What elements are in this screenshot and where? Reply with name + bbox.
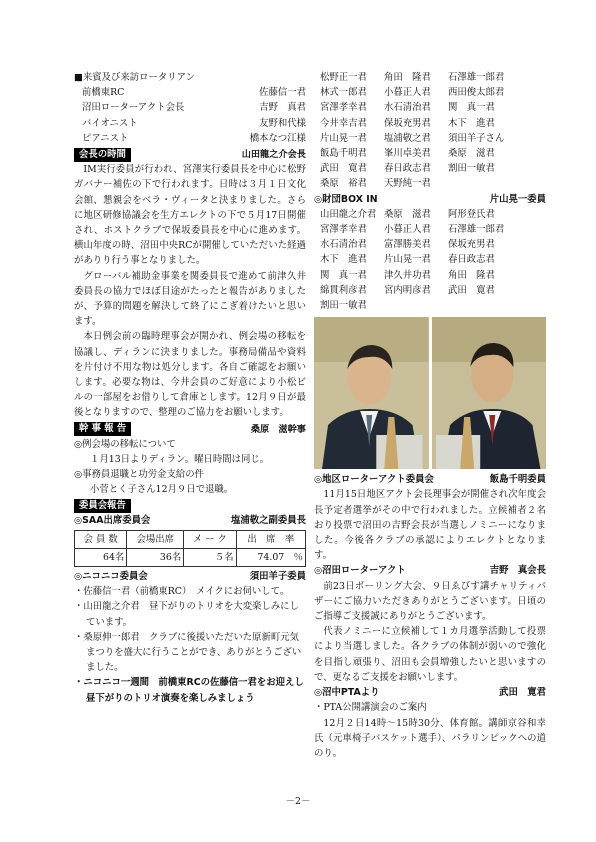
visitor-affiliation: バイオニスト — [82, 117, 138, 129]
niko-header — [74, 569, 306, 584]
donor-name — [448, 176, 552, 191]
donor-name: 角田 隆君 — [384, 72, 431, 83]
box-donor-name: 宮内明彦君 — [384, 284, 431, 296]
box-donor-list — [314, 207, 546, 313]
visitor-row — [74, 131, 306, 146]
donor-name: 桑原 滋君 — [448, 148, 495, 160]
donor-name: 武田 寛君 — [320, 163, 367, 175]
box-donor-name: 山田龍之介君 — [320, 208, 377, 220]
box-donor-name: 小暮正人君 — [384, 224, 431, 236]
box-donor-name: 関 真一君 — [320, 269, 367, 281]
donor-name: 西田俊太郎君 — [448, 87, 505, 99]
district-speaker: 飯島千明委員 — [489, 474, 546, 486]
visitor-row — [74, 100, 306, 115]
visitor-affiliation: ピアニスト — [82, 132, 129, 144]
president-speaker: 山田龍之介会長 — [241, 149, 306, 161]
box-donor-name: 木下 進君 — [320, 254, 367, 266]
box-header — [314, 192, 546, 207]
secretary-section-bar — [74, 422, 306, 437]
attendance-value-cell: 64名 — [75, 548, 127, 566]
attendance-table — [74, 530, 306, 567]
president-paragraph: 本日例会前の臨時理事会が開かれ、例会場の移転を協議し、ディランに決まりました。事務局備品や資料を片付け不用な物は処分します。各自ご確認をお願いします。必要な物は、今井会員のご好意により小松ビルの一部屋をお借りして倉庫とします。12月９日が最後となりますので、整理のご協力をお願いします。 — [74, 331, 306, 419]
box-donor-name: 阿形登氏君 — [448, 208, 495, 220]
box-donor-name: 春日政志君 — [448, 254, 495, 266]
box-donor-name: 割田一敏君 — [320, 300, 367, 312]
left-column — [74, 70, 306, 706]
niko-speaker: 須田羊子委員 — [249, 570, 306, 582]
niko-item: ・山田龍之介君 昼下がりのトリオを大変楽しみにしています。 — [74, 601, 299, 628]
donor-name: 飯島千明君 — [320, 148, 367, 160]
donor-name: 塩浦敬之君 — [384, 132, 431, 144]
attendance-header-row — [75, 530, 306, 548]
secretary-item-detail: １月13日よりディラン。曜日時間は同じ。 — [90, 454, 270, 466]
president-paragraph: IM実行委員が行われ、宮澤実行委員長を中心に松野ガバナー補佐の下で行われます。日時は３月１日文化会館、懇親会をベラ・ヴィータと決まりました。さらに地区研修協議会を生方エレクトの下で５月17日開催され、ホストクラブで保坂委員長を中心に進めます。横山年度の時、沼田中央RCが開催していただいた経過がありり行う事となりました。 — [74, 164, 306, 267]
district-header — [314, 472, 546, 487]
saa-header — [74, 513, 306, 528]
numata-header — [314, 563, 546, 578]
donor-name: 木下 進君 — [448, 117, 495, 129]
pta-paragraph: 12月２日14時～15時30分、体育館。講師京谷和幸氏（元車椅子バスケット選手）、パラリンピックへの道のり。 — [314, 717, 546, 759]
numata-paragraph: 代表ノミニーに立候補して１カ月選挙活動して投票により当選しました。各クラブの体制が弱いので強化を目指し頑張り、沼田も会員増強したいと思いますので、更なるご支援をお願いします。 — [314, 626, 546, 683]
visitor-name: 友野和代様 — [259, 117, 306, 129]
niko-item: ・桑原伸一郎君 クラブに後援いただいた原新町元気まつりを盛大に行うことができ、ありがとうございました。 — [74, 631, 302, 674]
donor-name: 関 真一君 — [448, 102, 495, 114]
attendance-header-cell: 会 員 数 — [75, 530, 127, 548]
donor-list — [314, 70, 546, 192]
box-donor-name — [448, 298, 552, 313]
president-section-label: 会長の時間 — [74, 148, 131, 162]
speaker-photos — [314, 317, 546, 469]
visitor-name: 橋本なつ江様 — [249, 132, 306, 144]
box-speaker: 片山晃一委員 — [489, 193, 546, 205]
secretary-item: ◎事務員退職と功労金支給の件 — [74, 469, 205, 481]
pta-item: ・PTA公開講演会のご案内 — [314, 702, 427, 714]
attendance-value-row — [75, 548, 306, 566]
president-section-bar — [74, 147, 306, 162]
numata-title: ◎沼田ローターアクト — [314, 565, 406, 577]
visitor-affiliation: 前橋東RC — [82, 87, 125, 99]
donor-name: 天野純一君 — [384, 178, 431, 190]
donor-name: 小暮正人君 — [384, 87, 431, 99]
donor-name: 桑原 裕君 — [320, 178, 367, 190]
secretary-item: ◎例会場の移転について — [74, 438, 176, 450]
donor-name: 春日政志君 — [384, 163, 431, 175]
numata-paragraph: 前23日ボーリング大会、９日ゑびす講チャリティバザーにご協力いただきありがとうございます。日頃のご指導ご支援誠にありがとうございます。 — [314, 580, 546, 623]
niko-title: ◎ニコニコ委員会 — [74, 570, 148, 582]
box-donor-name: 角田 隆君 — [448, 269, 495, 281]
donor-name: 松野正一君 — [320, 72, 367, 83]
box-donor-name: 富澤勝美君 — [384, 239, 431, 251]
attendance-value-cell: ５名 — [184, 548, 236, 566]
donor-name: 割田一敏君 — [448, 163, 495, 175]
attendance-value-cell: 74.07 ％ — [236, 548, 305, 566]
visitor-affiliation: 沼田ローターアクト会長 — [82, 102, 185, 114]
box-donor-name: 石澤雄一郎君 — [448, 224, 505, 236]
box-donor-name: 桑原 滋君 — [384, 208, 431, 220]
box-donor-name: 綿貫利彦君 — [320, 284, 367, 296]
niko-week: ・ニコニコ一週間 前橋東RCの佐藤信一君をお迎えし昼下がりのトリオ演奏を楽しみましょう — [74, 677, 304, 704]
box-donor-name — [384, 298, 448, 313]
pta-header — [314, 685, 546, 700]
visitor-row — [74, 85, 306, 100]
donor-name: 宮澤孝幸君 — [320, 102, 367, 114]
donor-name: 保坂充男君 — [384, 117, 431, 129]
committee-section-bar — [74, 499, 306, 513]
donor-name: 水石清治君 — [384, 102, 431, 114]
donor-name: 林式一郎君 — [320, 87, 367, 99]
saa-title: ◎SAA出席委員会 — [74, 514, 151, 526]
box-donor-name: 片山晃一君 — [384, 254, 431, 266]
right-column — [314, 70, 546, 761]
attendance-header-cell: 会場出席 — [127, 530, 184, 548]
box-donor-name: 津久井功君 — [384, 269, 431, 281]
secretary-speaker: 桑原 滋幹事 — [250, 423, 306, 435]
attendance-header-cell: メ ー ク — [184, 530, 236, 548]
donor-name: 今井幸吉君 — [320, 117, 367, 129]
pta-speaker: 武田 寛君 — [499, 687, 546, 699]
niko-item: ・佐藤信一君（前橋東RC） メイクにお伺いして。 — [74, 586, 290, 598]
box-donor-name: 宮澤孝幸君 — [320, 224, 367, 236]
visitor-name: 佐藤信一君 — [259, 87, 306, 99]
speaker-photo-left — [314, 317, 429, 469]
visitor-row — [74, 116, 306, 131]
attendance-header-cell: 出 席 率 — [236, 530, 305, 548]
box-donor-name: 武田 寛君 — [448, 284, 495, 296]
donor-name: 石澤雄一郎君 — [448, 72, 505, 83]
district-paragraph: 11月15日地区アクト会長理事会が開催され次年度会長予定者選挙がその中で行われました。立候補者２名おり投票で沼田の吉野会長が当選しノミニーになりました。今後各クラブの承認によりエレクトとなります。 — [314, 489, 546, 562]
donor-name: 片山晃一君 — [320, 132, 367, 144]
district-title: ◎地区ローターアクト委員会 — [314, 474, 434, 486]
attendance-value-cell: 36名 — [127, 548, 184, 566]
page-number: －2－ — [285, 796, 311, 807]
saa-speaker: 塩浦敬之副委員長 — [230, 514, 306, 526]
donor-name: 須田羊子さん — [448, 132, 505, 144]
visitors-heading: ■来賓及び来訪ロータリアン — [74, 72, 195, 83]
secretary-section-label: 幹 事 報 告 — [74, 422, 131, 436]
donor-name: 峯川卓美君 — [384, 148, 431, 160]
numata-speaker: 吉野 真会長 — [489, 565, 546, 577]
president-paragraph: グローバル補助金事業を関委員長で進めて前津久井委員長の協力でほぼ目途がたったと報告がありましたが、予算的問題を解決して終了にこぎ着けたいと思います。 — [74, 270, 306, 328]
visitor-name: 吉野 真君 — [259, 102, 306, 114]
speaker-photo-right — [432, 317, 547, 469]
secretary-item-detail: 小菅とく子さん12月９日で退職。 — [90, 484, 234, 496]
box-title: ◎財団BOX IN — [314, 193, 378, 205]
box-donor-name: 保坂充男君 — [448, 239, 495, 251]
box-donor-name: 水石清治君 — [320, 239, 367, 251]
pta-title: ◎沼中PTAより — [314, 687, 380, 699]
committee-section-label: 委員会報告 — [74, 499, 131, 513]
